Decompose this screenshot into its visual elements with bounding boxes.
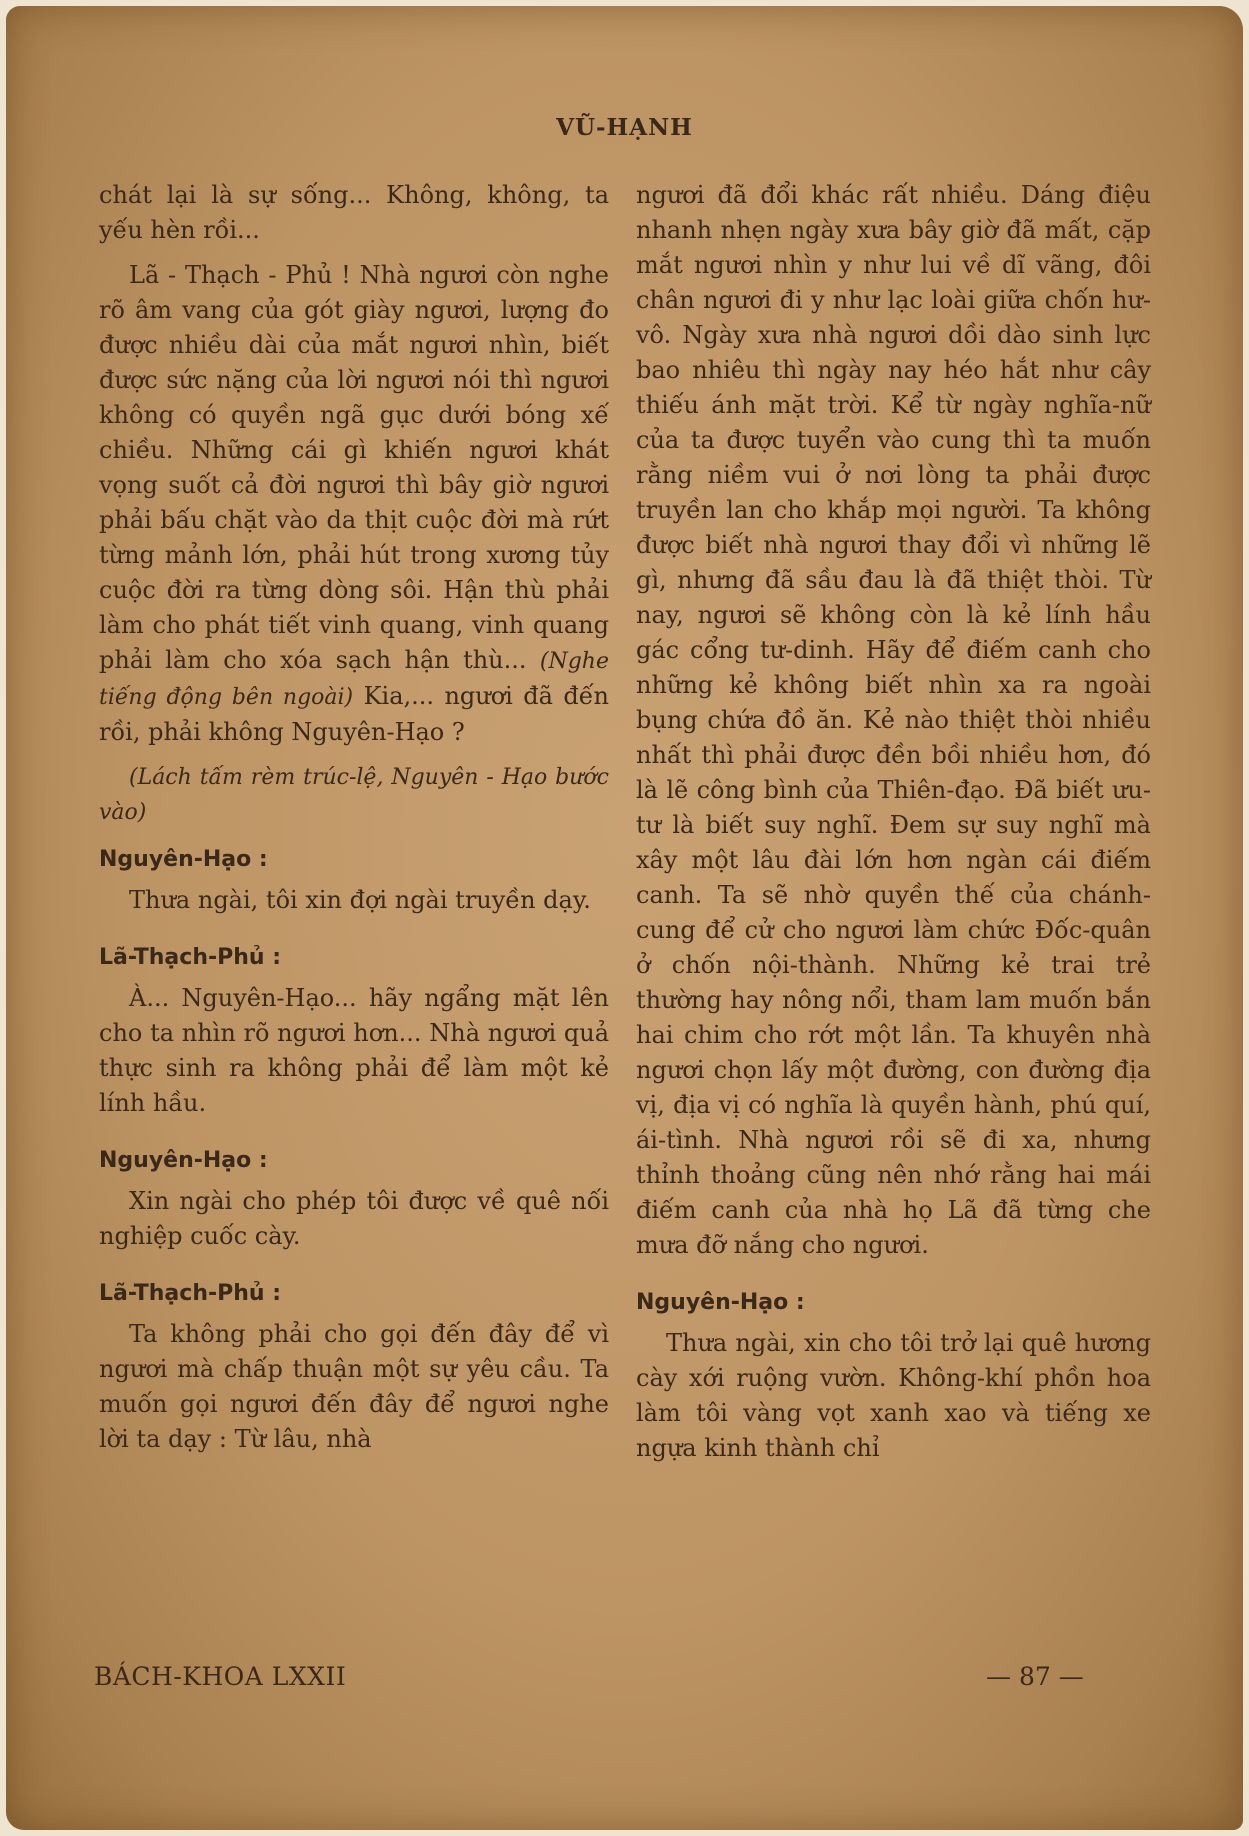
- dialogue: Thưa ngài, tôi xin đợi ngài truyền dạy.: [129, 886, 591, 914]
- paragraph-text: Lã - Thạch - Phủ ! Nhà ngươi còn nghe rõ âm vang của gót giày ngươi, lượng đo được nhiều dài của mắt ngươi nhìn, biết được sức nặng của lời ngươi nói thì ngươi không có quyền ngã gục dưới bóng xế chiều. Những cái gì khiến ngươi khát vọng suốt cả đời ngươi thì bây giờ ngươi phải bấu chặt vào da thịt cuộc đời mà rứt từng mảnh lớn, phải hút trong xương tủy cuộc đời ra từng dòng sôi. Hận thù phải làm cho phát tiết vinh quang, vinh quang phải làm cho xóa sạch hận thù...: [99, 261, 609, 674]
- paragraph: [99, 258, 609, 750]
- right-column: [636, 178, 1151, 1476]
- left-column: [99, 178, 609, 1467]
- dialogue: Ta không phải cho gọi đến đây để vì ngươi mà chấp thuận một sự yêu cầu. Ta muốn gọi ngươi đến đây để ngươi nghe lời ta dạy : Từ lâu, nhà: [99, 1320, 609, 1453]
- running-header: VŨ-HẠNH: [556, 114, 693, 141]
- dialogue: Xin ngài cho phép tôi được về quê nối nghiệp cuốc cày.: [99, 1187, 609, 1250]
- paragraph-text: Kia,... ngươi đã đến rồi, phải không Nguyên-Hạo ?: [99, 682, 609, 746]
- speaker-name: Nguyên-Hạo :: [99, 847, 268, 872]
- stage-direction: (Lách tấm rèm trúc-lệ, Nguyên - Hạo bước vào): [99, 765, 609, 825]
- speaker-name: Lã-Thạch-Phủ :: [99, 945, 282, 970]
- page-number: — 87 —: [986, 1662, 1084, 1691]
- speaker-name: Lã-Thạch-Phủ :: [99, 1281, 282, 1306]
- dialogue: Thưa ngài, xin cho tôi trở lại quê hương cày xới ruộng vườn. Không-khí phồn hoa làm tôi vàng vọt xanh xao và tiếng xe ngựa kinh thành chỉ: [636, 1329, 1151, 1462]
- dialogue: À... Nguyên-Hạo... hãy ngẩng mặt lên cho ta nhìn rõ ngươi hơn... Nhà ngươi quả thực sinh ra không phải để làm một kẻ lính hầu.: [99, 984, 609, 1117]
- paragraph: chát lại là sự sống... Không, không, ta yếu hèn rồi...: [99, 181, 609, 244]
- speaker-name: Nguyên-Hạo :: [99, 1148, 268, 1173]
- journal-footer: BÁCH-KHOA LXXII: [94, 1662, 347, 1691]
- page-sheet: [6, 6, 1243, 1830]
- stage-direction: (Nghe tiếng động bên ngoài): [99, 649, 609, 710]
- speaker-name: Nguyên-Hạo :: [636, 1290, 805, 1315]
- paragraph: ngươi đã đổi khác rất nhiều. Dáng điệu nhanh nhẹn ngày xưa bây giờ đã mất, cặp mắt ngươi nhìn y như lui về dĩ vãng, đôi chân ngươi đi y như lạc loài giữa chốn hư-vô. Ngày xưa nhà ngươi dồi dào sinh lực bao nhiêu thì ngày nay héo hắt như cây thiếu ánh mặt trời. Kể từ ngày nghĩa-nữ của ta được tuyển vào cung thì ta muốn rằng niềm vui ở nơi lòng ta phải được truyền lan cho khắp mọi người. Ta không được biết nhà ngươi thay đổi vì những lẽ gì, nhưng đã sầu đau là đã thiệt thòi. Từ nay, ngươi sẽ không còn là kẻ lính hầu gác cổng tư-dinh. Hãy để điếm canh cho những kẻ không biết nhìn xa ra ngoài bụng chứa đồ ăn. Kẻ nào thiệt thòi nhiều nhất thì phải được đền bồi nhiều hơn, đó là lẽ công bình của Thiên-đạo. Đã biết ưu-tư là biết suy nghĩ. Đem sự suy nghĩ mà xây một lâu đài lớn hơn ngàn cái điếm canh. Ta sẽ nhờ quyền thế của chánh-cung để cử cho ngươi làm chức Đốc-quân ở chốn nội-thành. Những kẻ trai trẻ thường hay nông nổi, tham lam muốn bắn hai chim cho rớt một lần. Ta khuyên nhà ngươi chọn lấy một đường, con đường địa vị, địa vị có nghĩa là quyền hành, phú quí, ái-tình. Nhà ngươi rồi sẽ đi xa, nhưng thỉnh thoảng cũng nên nhớ rằng hai mái điếm canh của nhà họ Lã đã từng che mưa đỡ nắng cho ngươi.: [636, 181, 1151, 1259]
